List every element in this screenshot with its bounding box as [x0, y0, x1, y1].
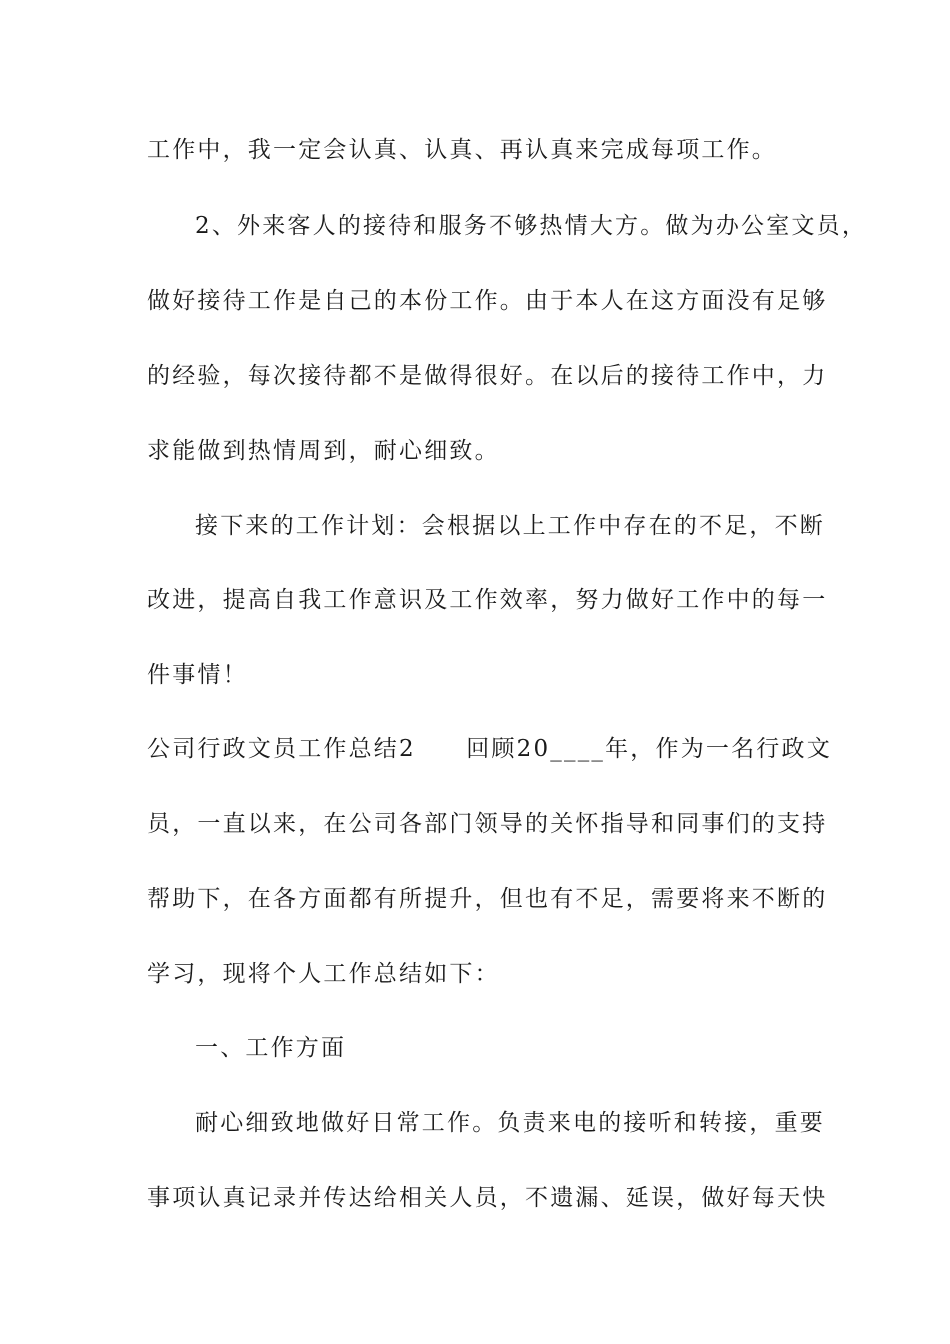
text-line-14: 耐心细致地做好日常工作。负责来电的接听和转接，重要: [195, 1110, 825, 1136]
text-line-15: 事项认真记录并传达给相关人员，不遗漏、延误，做好每天快: [147, 1185, 828, 1211]
text-line-3: 做好接待工作是自己的本份工作。由于本人在这方面没有足够: [147, 288, 828, 314]
text-line-5: 求能做到热情周到，耐心细致。: [147, 438, 500, 464]
text-line-8: 件事情！: [147, 662, 248, 688]
text-line-4: 的经验，每次接待都不是做得很好。在以后的接待工作中，力: [147, 363, 828, 389]
text-line-10: 员，一直以来，在公司各部门领导的关怀指导和同事们的支持: [147, 811, 828, 837]
text-line-2: 2、外来客人的接待和服务不够热情大方。做为办公室文员，: [195, 213, 868, 239]
text-line-12: 学习，现将个人工作总结如下：: [147, 961, 500, 987]
text-line-1: 工作中，我一定会认真、认真、再认真来完成每项工作。: [147, 137, 777, 163]
subheading-work-aspect: 一、工作方面: [195, 1035, 347, 1061]
text-line-11: 帮助下，在各方面都有所提升，但也有不足，需要将来不断的: [147, 886, 828, 912]
section-heading-summary-2: 公司行政文员工作总结2 回顾20____年，作为一名行政文: [147, 736, 832, 762]
text-line-6: 接下来的工作计划：会根据以上工作中存在的不足，不断: [195, 513, 825, 539]
text-line-7: 改进，提高自我工作意识及工作效率，努力做好工作中的每一: [147, 587, 828, 613]
